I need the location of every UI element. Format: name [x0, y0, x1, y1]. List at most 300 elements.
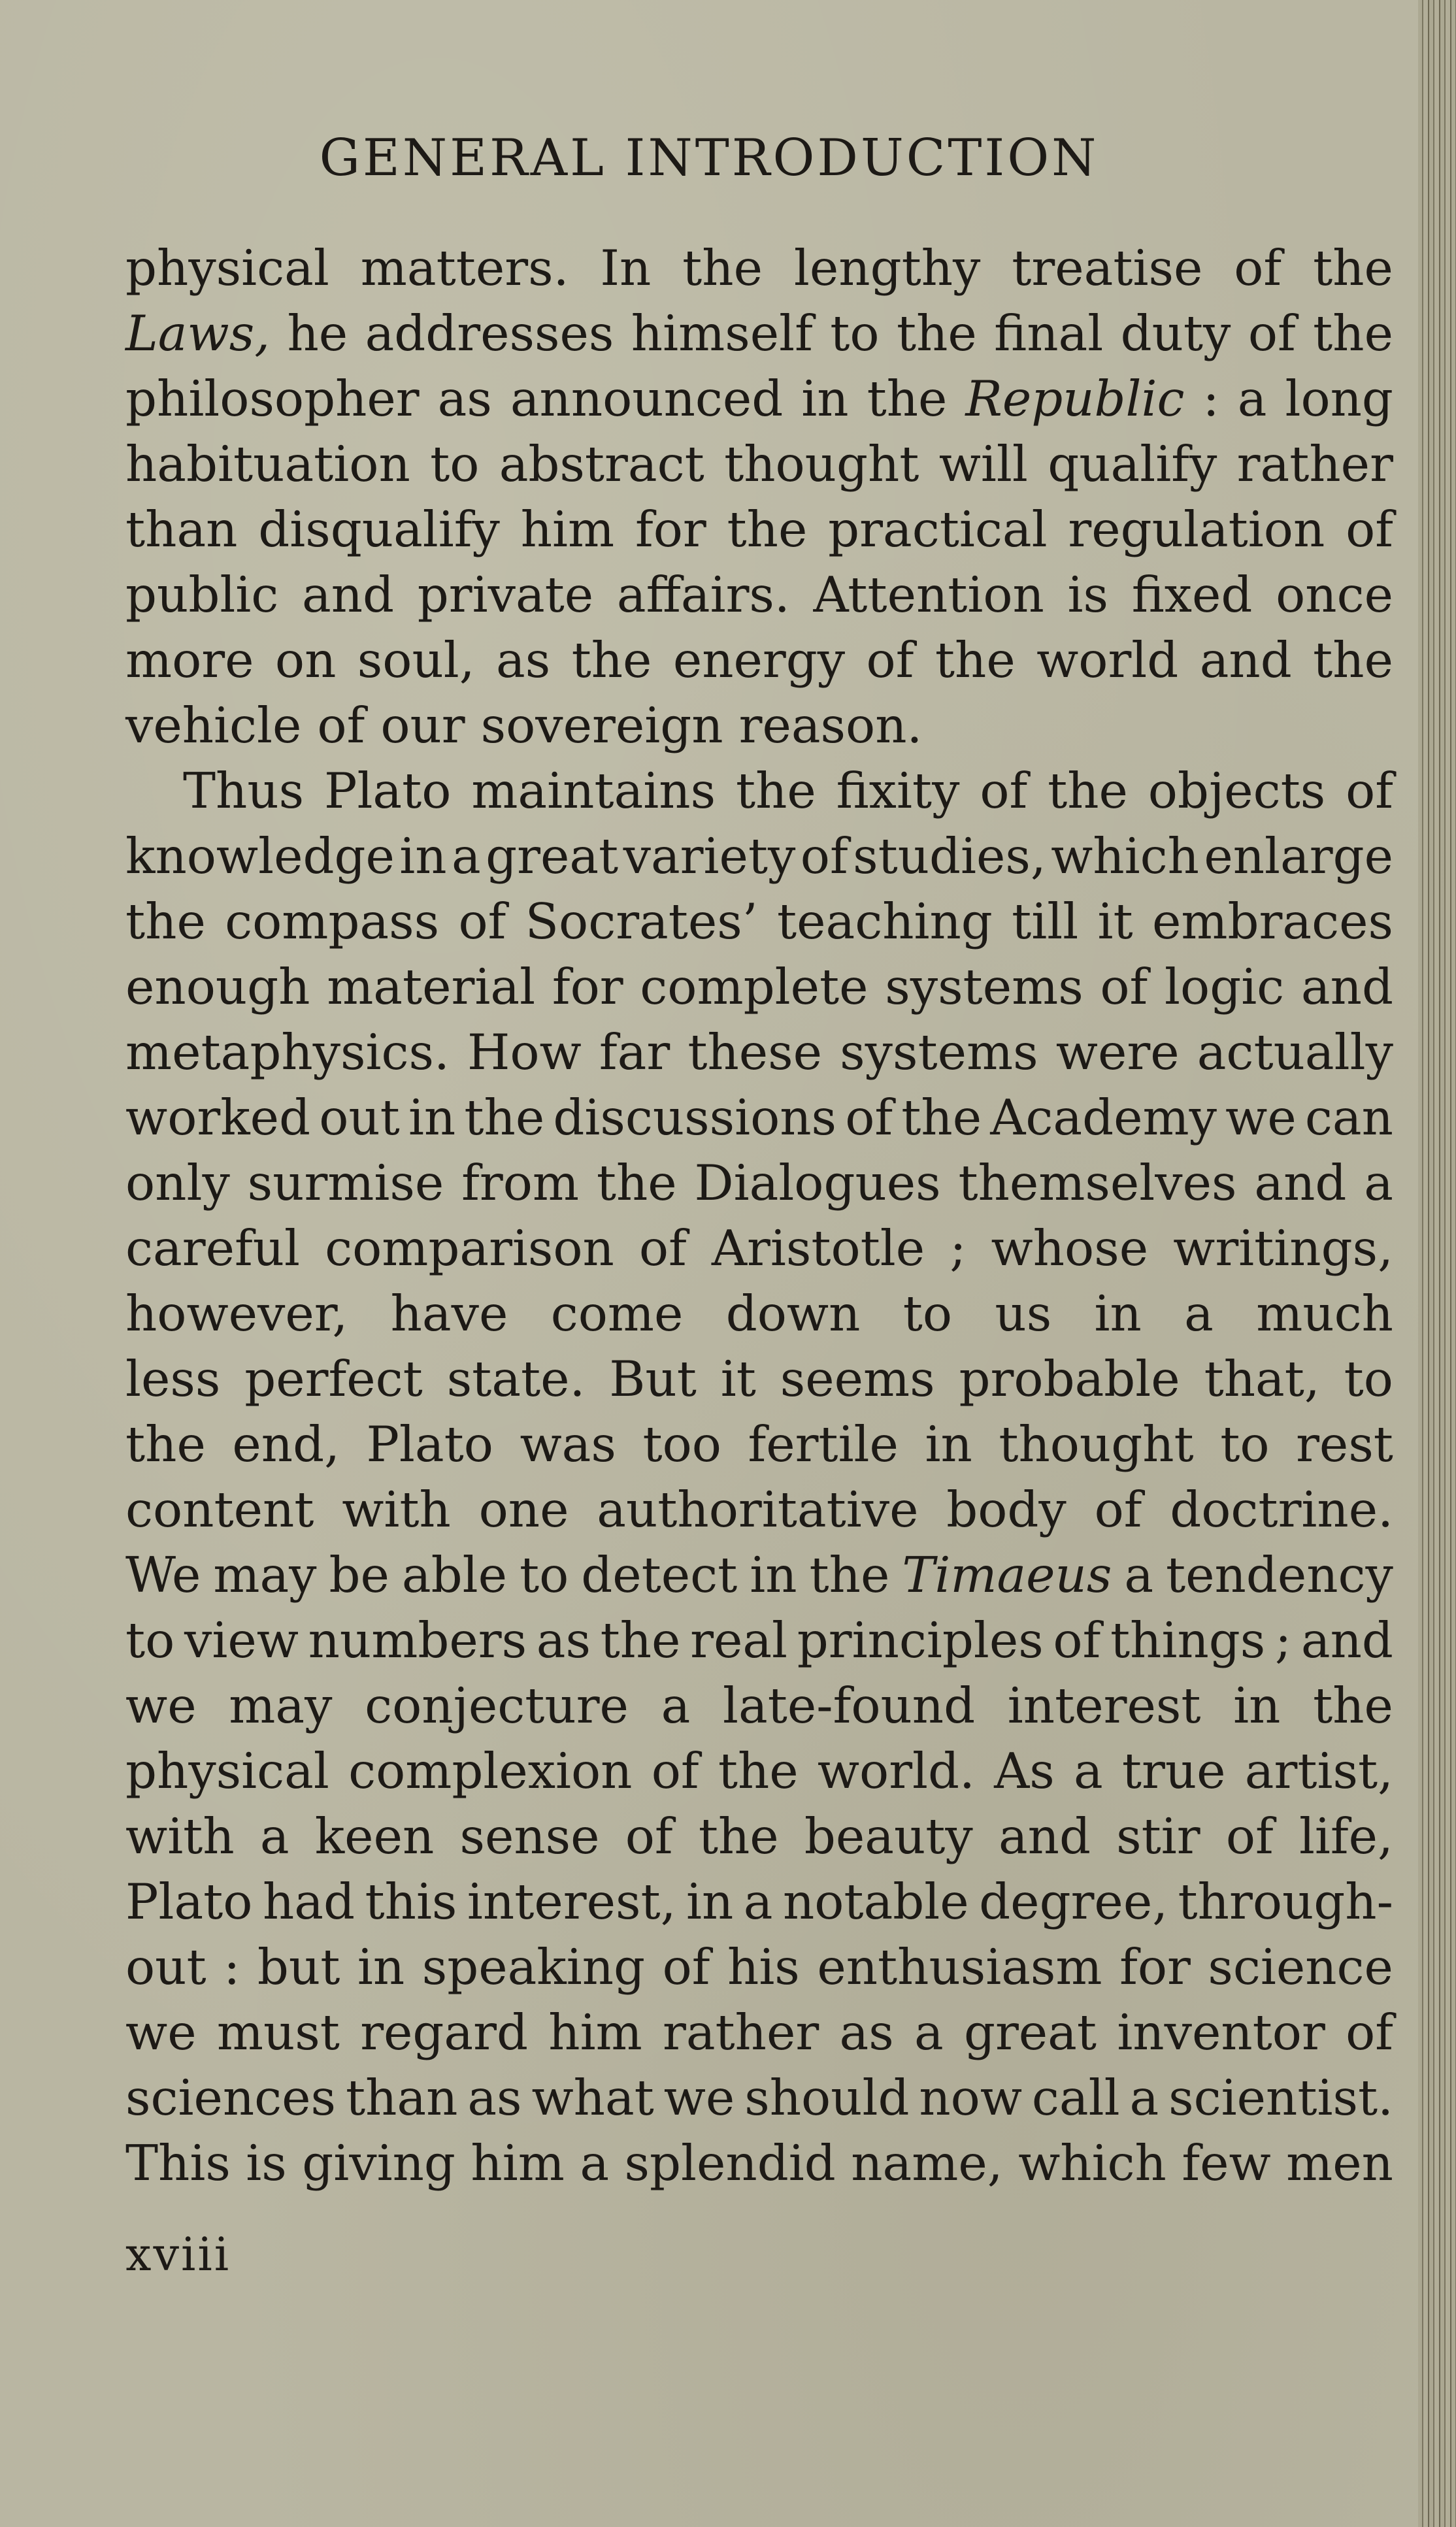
word: speaking: [422, 1938, 646, 1996]
word: energy: [672, 631, 846, 689]
word: in: [686, 1873, 734, 1930]
word: private: [417, 566, 594, 623]
text-line: [125, 301, 1393, 366]
word: one: [478, 1481, 569, 1538]
word: the: [125, 893, 206, 950]
word: him: [548, 2004, 642, 2061]
word: than: [125, 501, 238, 558]
word: to: [830, 305, 880, 362]
word: thought: [724, 435, 919, 493]
word: notable: [782, 1873, 969, 1930]
word: as: [495, 631, 551, 689]
word: he: [287, 305, 348, 362]
word: more: [125, 631, 254, 689]
word: for: [1119, 1938, 1191, 1996]
word: of: [458, 893, 506, 950]
word: a: [1073, 1742, 1103, 1800]
word: regulation: [1068, 501, 1325, 558]
page-number: xviii: [125, 2228, 231, 2281]
word: systems: [885, 958, 1084, 1016]
word: have: [390, 1285, 508, 1342]
word: scientist.: [1168, 2069, 1393, 2126]
word: the: [1313, 631, 1393, 689]
word: complexion: [348, 1742, 633, 1800]
word: is: [246, 2134, 287, 2192]
text-line: [125, 1215, 1393, 1281]
word: public: [125, 566, 279, 623]
word: a: [1237, 370, 1267, 427]
word: long: [1285, 370, 1393, 427]
word: knowledge: [125, 827, 395, 885]
word: of: [800, 827, 848, 885]
word: which: [1018, 2134, 1166, 2192]
word: to: [125, 1611, 175, 1669]
word: metaphysics.: [125, 1023, 450, 1081]
word: with: [342, 1481, 451, 1538]
word: sense: [459, 1808, 600, 1865]
word: of: [1094, 1481, 1142, 1538]
word: in: [801, 370, 849, 427]
word: This: [125, 2134, 231, 2192]
word: addresses: [365, 305, 614, 362]
word: beauty: [804, 1808, 973, 1865]
text-line: [125, 1085, 1393, 1150]
word: principles: [797, 1611, 1044, 1669]
word: practical: [828, 501, 1048, 558]
word: we: [125, 2004, 197, 2061]
word: world: [1036, 631, 1179, 689]
word: rest: [1296, 1415, 1393, 1473]
word: thought: [999, 1415, 1194, 1473]
text-line: [125, 1934, 1393, 2000]
word: lengthy: [793, 239, 981, 297]
word: but: [257, 1938, 340, 1996]
word: final: [994, 305, 1104, 362]
word: material: [327, 958, 536, 1016]
word: announced: [510, 370, 784, 427]
word: matters.: [360, 239, 569, 297]
running-head: GENERAL INTRODUCTION: [319, 129, 1099, 188]
word: conjecture: [365, 1677, 629, 1734]
word: a: [743, 1873, 773, 1930]
word: till: [1012, 893, 1079, 950]
word: out: [125, 1938, 207, 1996]
word: variety: [623, 827, 796, 885]
word: the: [735, 762, 816, 819]
word: us: [995, 1285, 1052, 1342]
word: the: [1313, 1677, 1393, 1734]
word: come: [550, 1285, 684, 1342]
word: fertile: [748, 1415, 899, 1473]
text-line: [125, 2000, 1393, 2065]
word: too: [642, 1415, 721, 1473]
word: as: [467, 2069, 522, 2126]
word: the: [596, 1154, 677, 1212]
word: with: [125, 1808, 235, 1865]
word: only: [125, 1154, 230, 1212]
page-edge: [1418, 0, 1456, 2527]
text-line: [125, 1673, 1393, 1738]
word: a: [1364, 1154, 1393, 1212]
word: that,: [1204, 1350, 1320, 1408]
word: logic: [1165, 958, 1285, 1016]
word: whose: [991, 1219, 1149, 1277]
word: ;: [1274, 1611, 1292, 1669]
word: was: [520, 1415, 616, 1473]
word: content: [125, 1481, 314, 1538]
italic-word: Republic: [965, 370, 1185, 427]
word: philosopher: [125, 370, 420, 427]
word: worked: [125, 1089, 311, 1146]
word: the: [682, 239, 763, 297]
word: surmise: [247, 1154, 444, 1212]
word: from: [461, 1154, 579, 1212]
word: as: [839, 2004, 894, 2061]
word: of: [980, 762, 1028, 819]
word: now: [919, 2069, 1023, 2126]
word: the: [1313, 305, 1393, 362]
word: in: [750, 1546, 797, 1604]
text-line: [125, 1738, 1393, 1804]
word: of: [1346, 501, 1393, 558]
word: and: [302, 566, 395, 623]
word: a: [580, 2134, 610, 2192]
word: to: [430, 435, 480, 493]
word: than: [345, 2069, 458, 2126]
word: systems: [840, 1023, 1038, 1081]
word: Academy: [990, 1089, 1217, 1146]
word: affairs.: [616, 566, 790, 623]
word: the: [600, 1611, 681, 1669]
word: in: [408, 1089, 456, 1146]
word: for: [552, 958, 623, 1016]
word: sovereign: [480, 697, 723, 754]
word: a: [661, 1677, 691, 1734]
text-line: [125, 431, 1393, 497]
word: Plato: [125, 1873, 253, 1930]
word: a: [914, 2004, 944, 2061]
word: we: [125, 1677, 197, 1734]
word: him: [471, 2134, 565, 2192]
word: enough: [125, 958, 310, 1016]
text-line: [125, 693, 1393, 758]
word: the: [867, 370, 948, 427]
word: may: [229, 1677, 333, 1734]
word: stir: [1116, 1808, 1200, 1865]
word: things: [1110, 1611, 1266, 1669]
word: and: [1254, 1154, 1347, 1212]
word: him: [520, 501, 615, 558]
word: and: [1300, 1611, 1393, 1669]
word: true: [1121, 1742, 1226, 1800]
word: a: [1124, 1546, 1154, 1604]
word: interest: [1007, 1677, 1201, 1734]
text-line: [125, 235, 1393, 301]
word: these: [687, 1023, 823, 1081]
word: we: [1225, 1089, 1297, 1146]
word: down: [725, 1285, 861, 1342]
text-line: [125, 889, 1393, 954]
word: rather: [662, 2004, 819, 2061]
word: science: [1208, 1938, 1393, 1996]
word: the: [896, 305, 977, 362]
word: a: [1184, 1285, 1214, 1342]
word: teaching: [776, 893, 993, 950]
word: vehicle: [125, 697, 302, 754]
word: objects: [1148, 762, 1326, 819]
word: late-found: [723, 1677, 976, 1734]
word: for: [635, 501, 706, 558]
word: themselves: [958, 1154, 1237, 1212]
word: it: [720, 1350, 756, 1408]
word: habituation: [125, 435, 410, 493]
text-line: [125, 1150, 1393, 1215]
word: discussions: [553, 1089, 837, 1146]
word: the: [125, 1415, 206, 1473]
word: the: [809, 1546, 890, 1604]
word: once: [1276, 566, 1393, 623]
word: compass: [225, 893, 440, 950]
text-line: [125, 758, 1393, 823]
text-line: [125, 562, 1393, 627]
word: physical: [125, 239, 329, 297]
word: and: [1199, 631, 1292, 689]
italic-word: Laws,: [125, 305, 271, 362]
word: In: [600, 239, 652, 297]
word: must: [216, 2004, 340, 2061]
word: out: [319, 1089, 400, 1146]
word: studies,: [853, 827, 1046, 885]
word: regard: [360, 2004, 529, 2061]
word: of: [638, 1219, 687, 1277]
word: state.: [446, 1350, 586, 1408]
word: to: [519, 1546, 569, 1604]
word: embraces: [1152, 893, 1393, 950]
word: of: [1053, 1611, 1101, 1669]
word: the: [1048, 762, 1128, 819]
word: in: [1233, 1677, 1281, 1734]
word: ;: [950, 1219, 967, 1277]
word: treatise: [1012, 239, 1203, 297]
text-line: [125, 366, 1393, 431]
word: the: [698, 1808, 779, 1865]
word: interest,: [467, 1873, 676, 1930]
word: be: [329, 1546, 389, 1604]
word: qualify: [1048, 435, 1217, 493]
word: can: [1304, 1089, 1393, 1146]
word: of: [866, 631, 914, 689]
word: life,: [1299, 1808, 1393, 1865]
word: his: [727, 1938, 800, 1996]
word: Plato: [366, 1415, 493, 1473]
word: had: [262, 1873, 355, 1930]
word: himself: [631, 305, 813, 362]
word: of: [1346, 2004, 1393, 2061]
word: through-: [1178, 1873, 1393, 1930]
word: seems: [780, 1350, 935, 1408]
text-line: [125, 1346, 1393, 1412]
word: great: [486, 827, 619, 885]
word: the: [901, 1089, 982, 1146]
word: We: [125, 1546, 201, 1604]
word: perfect: [244, 1350, 423, 1408]
word: keen: [314, 1808, 435, 1865]
word: the: [1313, 239, 1393, 297]
word: As: [994, 1742, 1055, 1800]
word: of: [845, 1089, 893, 1146]
word: is: [1067, 566, 1109, 623]
word: which: [1051, 827, 1199, 885]
word: reason.: [738, 697, 923, 754]
word: of: [1225, 1808, 1274, 1865]
word: disqualify: [258, 501, 500, 558]
word: however,: [125, 1285, 348, 1342]
word: men: [1286, 2134, 1393, 2192]
italic-word: Timaeus: [902, 1546, 1112, 1604]
text-line: [125, 1869, 1393, 1934]
word: on: [274, 631, 337, 689]
word: name,: [851, 2134, 1003, 2192]
word: and: [998, 1808, 1091, 1865]
word: great: [963, 2004, 1097, 2061]
word: to: [1220, 1415, 1270, 1473]
word: Attention: [813, 566, 1044, 623]
text-line: [125, 1608, 1393, 1673]
word: as: [437, 370, 492, 427]
word: body: [946, 1481, 1067, 1538]
word: careful: [125, 1219, 301, 1277]
word: in: [925, 1415, 972, 1473]
text-line: [125, 1019, 1393, 1085]
word: the: [935, 631, 1016, 689]
word: world.: [817, 1742, 975, 1800]
word: may: [213, 1546, 317, 1604]
text-line: [125, 954, 1393, 1019]
word: comparison: [325, 1219, 614, 1277]
text-line: [125, 497, 1393, 562]
word: the: [464, 1089, 545, 1146]
word: the: [718, 1742, 799, 1800]
word: sciences: [125, 2069, 337, 2126]
word: fixity: [836, 762, 960, 819]
word: degree,: [979, 1873, 1168, 1930]
word: of: [317, 697, 365, 754]
word: tendency: [1166, 1546, 1393, 1604]
word: numbers: [308, 1611, 527, 1669]
text-line: [125, 1281, 1393, 1346]
word: to: [902, 1285, 953, 1342]
word: a: [259, 1808, 290, 1865]
word: of: [1100, 958, 1148, 1016]
word: soul,: [357, 631, 475, 689]
word: to: [1344, 1350, 1393, 1408]
word: doctrine.: [1170, 1481, 1393, 1538]
word: abstract: [499, 435, 704, 493]
word: artist,: [1244, 1742, 1393, 1800]
text-line: [125, 2130, 1393, 2196]
word: detect: [581, 1546, 738, 1604]
word: and: [1300, 958, 1393, 1016]
text-line: [125, 627, 1393, 693]
body-text: [125, 235, 1393, 2196]
word: physical: [125, 1742, 329, 1800]
text-line: [125, 1477, 1393, 1542]
word: of: [625, 1808, 673, 1865]
word: enlarge: [1204, 827, 1393, 885]
word: :: [1202, 370, 1219, 427]
word: what: [531, 2069, 654, 2126]
word: the: [571, 631, 652, 689]
word: of: [651, 1742, 699, 1800]
word: end,: [232, 1415, 340, 1473]
word: enthusiasm: [817, 1938, 1102, 1996]
text-line: [125, 1542, 1393, 1608]
word: will: [938, 435, 1028, 493]
word: authoritative: [597, 1481, 919, 1538]
word: giving: [302, 2134, 455, 2192]
word: inventor: [1117, 2004, 1325, 2061]
word: duty: [1120, 305, 1231, 362]
word: real: [690, 1611, 788, 1669]
word: call: [1031, 2069, 1120, 2126]
word: a: [451, 827, 481, 885]
word: in: [357, 1938, 405, 1996]
word: in: [399, 827, 447, 885]
word: Dialogues: [694, 1154, 941, 1212]
text-line: [125, 1804, 1393, 1869]
word: Socrates’: [525, 893, 758, 950]
word: a: [1129, 2069, 1159, 2126]
word: of: [1234, 239, 1282, 297]
word: complete: [640, 958, 869, 1016]
word: we: [663, 2069, 735, 2126]
word: much: [1256, 1285, 1393, 1342]
word: in: [1094, 1285, 1142, 1342]
word: of: [1248, 305, 1296, 362]
word: of: [662, 1938, 710, 1996]
word: Plato: [323, 762, 452, 819]
word: it: [1097, 893, 1133, 950]
word: view: [184, 1611, 299, 1669]
word: less: [125, 1350, 221, 1408]
text-line: [125, 823, 1393, 889]
word: But: [609, 1350, 697, 1408]
word: our: [380, 697, 465, 754]
word: should: [744, 2069, 910, 2126]
word: maintains: [471, 762, 716, 819]
word: rather: [1236, 435, 1393, 493]
word: fixed: [1131, 566, 1253, 623]
word: of: [1346, 762, 1393, 819]
word: writings,: [1173, 1219, 1393, 1277]
text-line: [125, 1412, 1393, 1477]
word: Thus: [183, 762, 305, 819]
word: able: [401, 1546, 507, 1604]
word: few: [1182, 2134, 1271, 2192]
word: probable: [959, 1350, 1180, 1408]
word: the: [727, 501, 808, 558]
word: were: [1055, 1023, 1180, 1081]
word: splendid: [624, 2134, 836, 2192]
word: Aristotle: [711, 1219, 925, 1277]
word: actually: [1197, 1023, 1393, 1081]
word: far: [599, 1023, 670, 1081]
word: as: [536, 1611, 591, 1669]
word: this: [365, 1873, 457, 1930]
word: :: [223, 1938, 240, 1996]
text-line: [125, 2065, 1393, 2130]
word: How: [467, 1023, 582, 1081]
